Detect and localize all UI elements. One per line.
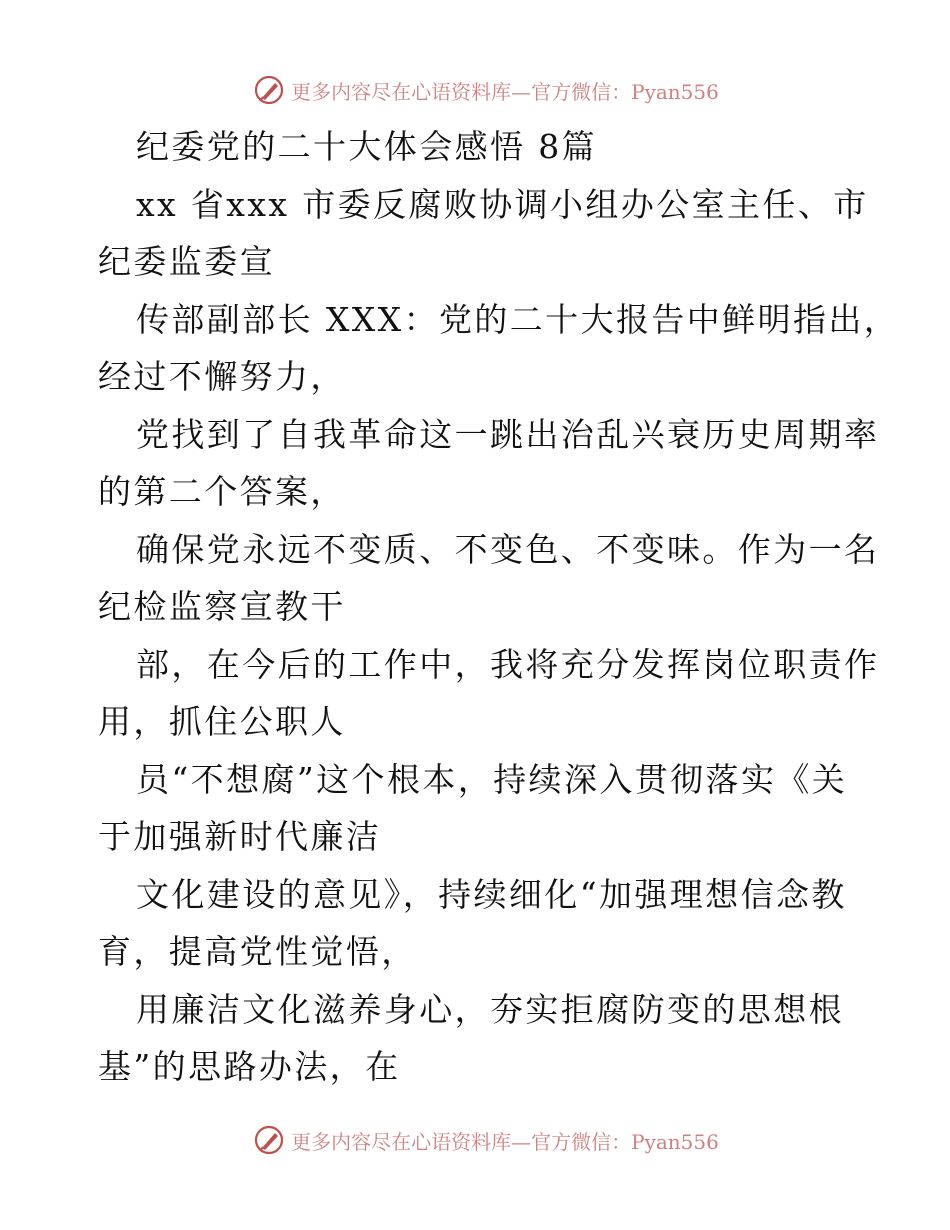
paragraph-line: 员“不想腐”这个根本，持续深入贯彻落实《关 — [136, 759, 848, 799]
quill-pen-logo-icon — [253, 1124, 285, 1156]
quill-pen-logo-icon — [253, 74, 285, 106]
paragraph-line: 纪检监察宣教干 — [98, 587, 346, 626]
header-banner — [0, 70, 950, 110]
paragraph-line: 纪委监委宣 — [98, 242, 275, 281]
paragraph-line: 传部副部长 XXX：党的二十大报告中鲜明指出， — [136, 299, 900, 339]
header-banner-text: 更多内容尽在心语资料库—官方微信：Pyan556 — [291, 79, 719, 104]
footer-banner-text: 更多内容尽在心语资料库—官方微信：Pyan556 — [291, 1129, 719, 1154]
paragraph-line: 于加强新时代廉洁 — [98, 817, 382, 856]
paragraph-line: 部，在今后的工作中，我将充分发挥岗位职责作 — [136, 644, 880, 684]
paragraph-line: 文化建设的意见》，持续细化“加强理想信念教 — [136, 874, 847, 914]
paragraph-line: 育，提高党性觉悟， — [98, 932, 417, 971]
paragraph-line: 确保党永远不变质、不变色、不变味。作为一名 — [136, 529, 880, 569]
paragraph-line: 用，抓住公职人 — [98, 702, 346, 741]
footer-banner — [0, 1120, 950, 1160]
paragraph-line: 用廉洁文化滋养身心，夯实拒腐防变的思想根 — [136, 989, 844, 1029]
paragraph-line: xx 省xxx 市委反腐败协调小组办公室主任、市 — [136, 184, 869, 224]
paragraph-line: 的第二个答案， — [98, 472, 346, 511]
paragraph-line: 党找到了自我革命这一跳出治乱兴衰历史周期率 — [136, 414, 880, 454]
paragraph-line: 基”的思路办法，在 — [98, 1047, 401, 1086]
paragraph-line: 经过不懈努力， — [98, 357, 346, 396]
document-title: 纪委党的二十大体会感悟 8篇 — [136, 127, 598, 166]
document-body — [98, 118, 900, 1096]
